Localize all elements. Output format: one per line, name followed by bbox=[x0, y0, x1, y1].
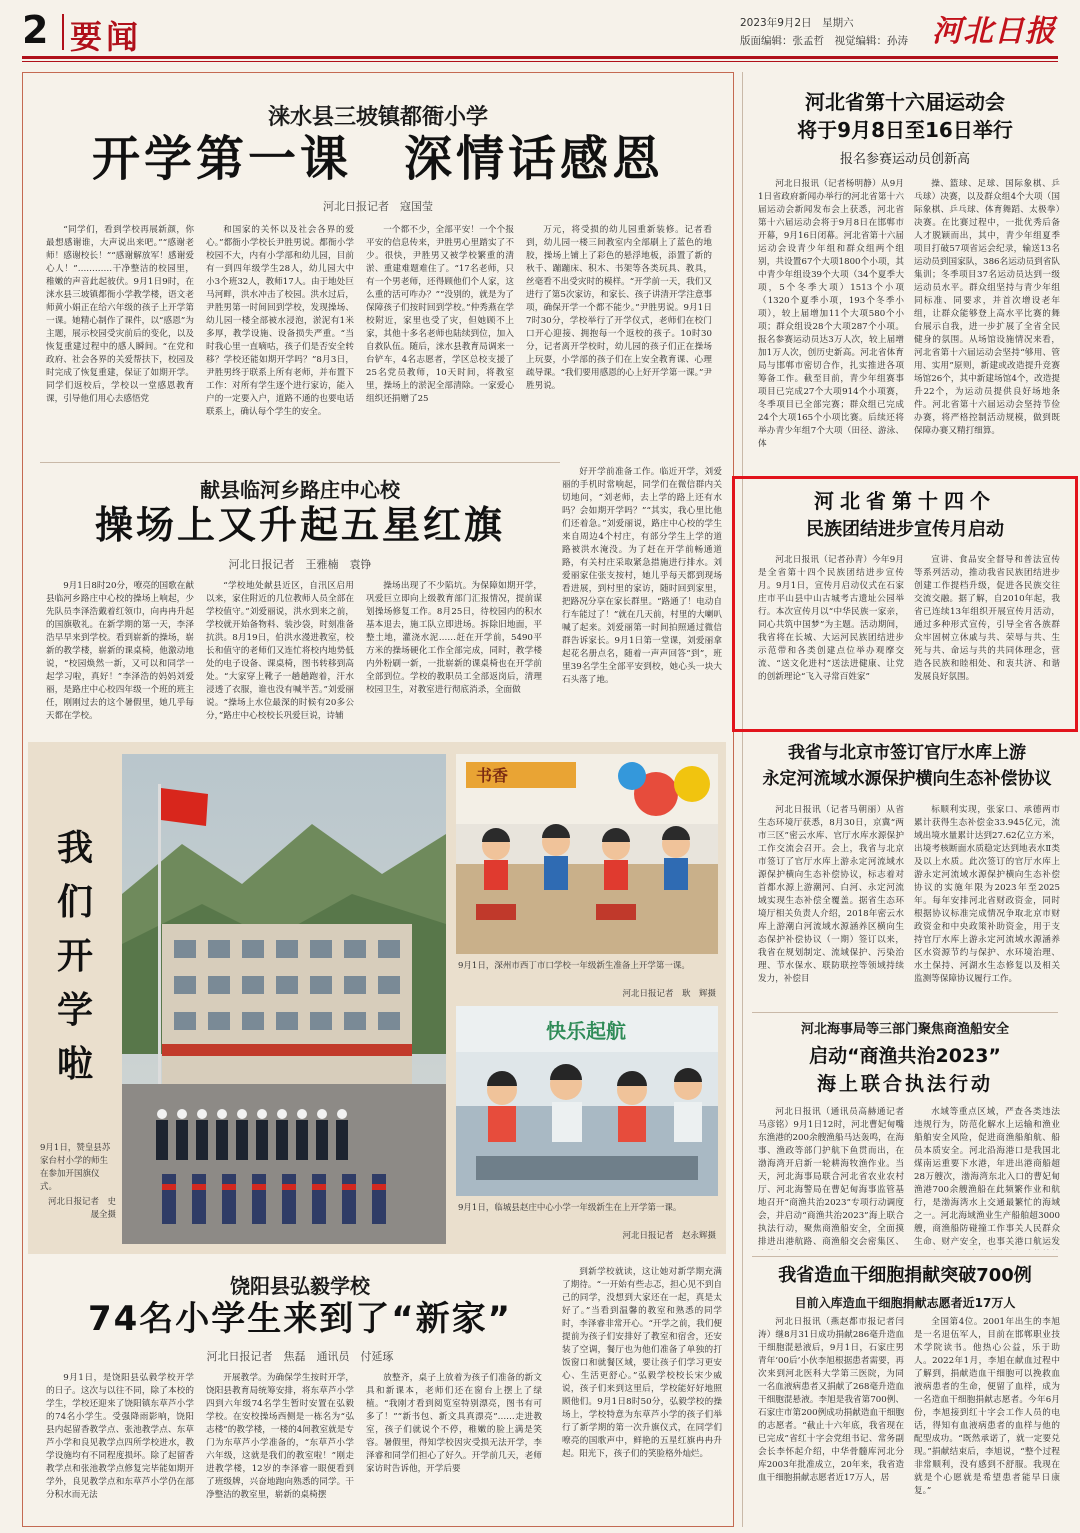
right3-headline-line2: 永定河流域水源保护横向生态补偿协议 bbox=[762, 769, 1052, 789]
classroom-illustration-2 bbox=[456, 1006, 718, 1196]
right-divider bbox=[752, 1012, 1058, 1013]
right3-col-2: 标顺利实现，张家口、承德两市累计获得生态补偿金33.945亿元，流域出境水量累计达到27.62亿立方米，出境考核断面水质稳定达到地表水Ⅱ类及以上水质。此次签订的官厅水库上游永定河流域水源保护横向生态补偿协议的实施年限为2023年至2025年。每年安排河北省财政资金，同时根据协议标准完成情况争取北京市财政资金和中央政策补助资金，用于支持官厅水库上游永定河流域水源涵养区水资源节约与保护、水环境治理、水土保持、河湖水生态修复以及相关监测等保障协议履行工作。 bbox=[914, 805, 1060, 984]
editors-line: 版面编辑：张孟哲 视觉编辑：孙涛 bbox=[740, 35, 908, 47]
article2-kicker: 献县临河乡路庄中心校 bbox=[200, 478, 400, 502]
right5-subhead: 目前入库造血干细胞捐献志愿者近17万人 bbox=[794, 1296, 1016, 1310]
photo2-credit: 河北日报记者 耿 辉摄 bbox=[622, 989, 716, 999]
article1-kicker: 涞水县三坡镇都衙小学 bbox=[267, 105, 488, 130]
article3-headline: 74名小学生来到了“新家” bbox=[87, 1299, 512, 1339]
right5-col-2: 全国第4位。2001年出生的李旭是一名退伍军人，目前在邯郸职业技术学院读书。他热心公益，乐于助人。2022年1月，李旭在献血过程中了解到，捐献造血干细胞可以挽救血液病患者的生命，便留了血样，成为一名造血干细胞捐献志愿者。今年6月份，李旭接到红十字会工作人员的电话，得知有血液病患者的血样与他的配型成功。“既然承诺了，就一定要兑现。”捐献结束后，李旭说，“整个过程非常顺利，没有感到不舒服。我现在就是个心愿就是希望患者能早日康复。” bbox=[914, 1317, 1060, 1496]
photo-flag-raising bbox=[122, 754, 446, 1244]
photo-classroom-2 bbox=[456, 1006, 718, 1196]
article1-col-1: “同学们，看到学校再展新颜，你最想感谢谁，大声说出来吧。”“感谢老师！感谢校长！”“感谢解放军！感谢爱心人！”…………干净整洁的校园里，稚嫩的声音此起彼伏。9月1日9时，在涞水县三坡镇都衙小学教学楼，语文老师黄小娟正在给六年级的孩子上开学第一课。她精心制作了课件，以“感恩”为主题，展示校园受灾前后的变化，以及恢复重建过程中的感人瞬间。“在党和政府、社会各界的关爱帮扶下，校园及时完成了恢复重建，保证了如期开学。同学们返校后，学校以一堂感恩教育课，引导他们用心去感悟党 bbox=[46, 225, 194, 404]
article1-col-3: 一个都不少，全部平安！一个个报平安的信息传来，尹胜男心里踏实了不少。很快，尹胜男又被学校繁重的清淤、重建难题难住了。“17名老师，只有一个男老师，还得顾他们个人家，这么重的活可咋办？”“没别的，就是为了保障孩子们按时回到学校。”仲秀燕在学校附近，家里也受了灾，但她顾不上家，其他十多名老师也陆续到位，加入自救队伍。随后，涞水县教育局调来一台铲车，4名志愿者，学区总校支援了25名党员教师，10天时间，将教室里，操场上的淤泥全部清除。一家爱心组织还捐赠了25 bbox=[366, 225, 514, 404]
right4-col-1: 河北日报讯（通讯员高赫通记者马彦铭）9月1日12时，河北曹妃甸嘴东渔港的200余艘渔船马达轰鸣，在海事、渔政等部门护航下鱼贯而出，在渤海湾开启新一轮耕海牧渔作业。当天，河北海事局联合河北省农业农村厅、河北海警局在曹妃甸海事监管基地召开“商渔共治2023”专项行动调度会，并启动“商渔共治2023”海上联合执法行动，聚焦商渔船安全，全面摸排进出港航路、商渔船交会密集区、 bbox=[758, 1107, 904, 1247]
header-info bbox=[740, 14, 920, 50]
right1-subhead: 报名参赛运动员创新高 bbox=[839, 152, 970, 167]
article3-kicker: 饶阳县弘毅学校 bbox=[230, 1274, 370, 1298]
article2-col-4: 好开学前准备工作。临近开学，刘爱丽的手机时常响起，同学们在微信群内关切地问，“刘老师，去上学的路上还有水吗？会如期开学吗？”“其实，我心里比他们还着急。”刘爱丽说，路庄中心校的学生来自周边4个村庄，有部分学生上学的道路被洪水淹没。为了赶在开学前畅通道路，有关村庄采取紧急措施进行排水。刘爱丽家住张支按村，她儿乎每天都到现场看进展，到村里的家访，随时回到家里，把路况分享在家长群里。“路通了！电动自行车能过了！”就在几天前，村里的大喇叭喊了起来。刘爱丽第一时间拍照通过微信群告诉家长。9月1日第一堂课，刘爱丽拿起花名册点名，随着一声声回答“到”，班里39名学生全部平安到校，她心头一块大石头落了地。 bbox=[562, 467, 722, 685]
right4-kicker: 河北海事局等三部门聚焦商渔船安全 bbox=[800, 1022, 1009, 1037]
flag-raising-illustration bbox=[122, 754, 446, 1244]
article2-byline: 河北日报记者 王雅楠 袁铮 bbox=[228, 558, 372, 571]
vertical-char: 啦 bbox=[56, 1044, 93, 1085]
sign-text: 书香 bbox=[476, 766, 509, 785]
article1-headline: 开学第一课 深情话感恩 bbox=[91, 131, 664, 187]
right2-col-2: 宣讲、食品安全督导和普法宣传等系列活动，推动我省民族团结进步创建工作提档升级，促进各民族交往交流交融。据了解，自2010年起，我省已连续13年组织开展宣传月活动，通过多种形式宣传，引导全省各族群众牢固树立休戚与共、荣辱与共、生死与共、命运与共的共同体理念，营造各民族和睦相处、和衷共济、和谐发展良好氛围。 bbox=[914, 555, 1060, 682]
article3-col-3: 放整齐，桌子上放着为孩子们准备的新文具和新课本，老师们还在窗台上摆上了绿植。“我刚才看到阅览室特别漂亮，图书有可多了！”“新书包、新文具真漂亮”……走进教室，孩子们就说个不停，稚嫩的脸上满是笑容。暑假里，得知学校因灾受损无法开学，李泽睿和同学们担心了好久。开学前几天，老师家访时告诉他，开学后要 bbox=[366, 1373, 542, 1474]
header-rule-thin bbox=[22, 61, 1058, 62]
right1-headline-line1: 河北省第十六届运动会 bbox=[805, 90, 1005, 114]
right1-col-2: 操、篮球、足球、国际象棋、乒乓球）决赛，以及群众组4个大项（国际象棋、乒乓球、体育舞蹈、太极拳）决赛。在比赛过程中，一批优秀后备人才脱颖而出，其中，青少年组夏季项目打破57项省运会纪录，输送13名运动员到国家队，386名运动员到省队集训；冬季项目37名运动员达到一级运动员水平。群众组坚持与青少年组同标准、同要求，并首次增设老年组，让群众能够登上高水平比赛的舞台展示自我，进一步扩展了全省全民健身的氛围。从场馆设施情况来看，河北省第十六届运动会坚持“够用、管用、实用”原则，新建或改造提升竞赛场馆26个，其中新建场馆4个，改造提升22个，为运动员提供良好场地条件。河北省第十六届运动会坚持节俭办赛，将严格控制活动规模，做到既保障办赛又精打细算。 bbox=[914, 179, 1060, 436]
article2-col-1: 9月1日8时20分，嘹亮的国歌在献县临河乡路庄中心校的操场上响起，少先队员李泽浩戴着红领巾，向冉冉升起的国旗敬礼。在新学期的第一天，李泽浩早早来到学校。看到崭新的操场，崭新的教学楼，崭新的课桌椅，他激动地说，“校园焕然一新，又可以和同学一起学习啦，真好！”李泽浩的妈妈刘爱丽，是路庄中心校四年级一个班的班主任，刚刚过去的这个暑假里，她几乎每天都在学校。 bbox=[46, 581, 194, 721]
section-title: 要闻 bbox=[70, 18, 143, 56]
issue-date: 2023年9月2日 星期六 bbox=[740, 17, 854, 29]
photo1-credit: 河北日报记者 史晟全摄 bbox=[47, 1197, 116, 1220]
newspaper-logo: 河北日报 bbox=[932, 14, 1056, 49]
right2-col-1: 河北日报讯（记者孙青）今年9月是全省第十四个民族团结进步宣传月。9月1日，宣传月启动仪式在石家庄市平山县中山古城考古遗址公园举行。本次宣传月以“中华民族一家亲，同心共筑中国梦”为主题。活动期间，我省将在长城、大运河民族团结进步示范带和各类创建点位举办观摩交流、“送文化进村”送法进健康、让党的创新理论“飞入寻常百姓家” bbox=[758, 555, 904, 682]
column-divider bbox=[742, 72, 743, 1527]
photo2-caption: 9月1日，深州市西丁市口学校一年级新生准备上开学第一课。 bbox=[458, 961, 690, 971]
article2-col-2: “学校地处献县近区，自汛区启用以来，家住附近的几位教师人员全部在学校值守。”刘爱丽说，洪水到来之前，学校就开始备物料、装沙袋，时刻准备抗洪。8月19日，伯洪水漫进教室，校长和值守的老师们又连忙将校内地势低处的电子设备、课桌椅，图书转移到高处。“大家穿上靴子一趟趟跑着，汗水浸透了衣服，谁也没有喊半苦。”刘爱丽说。“操场上水位最深的时候有20多公分，”路庄中心校校长巩爱巨说，诗辅 bbox=[206, 581, 354, 721]
article1-col-4: 万元，将受损的幼儿园重新装修。记者看到，幼儿园一楼三间教室内全部刷上了蓝色的地胶，操场上铺上了彩色的悬浮地板，添置了新的秋千、蹦蹦床、积木、书架等各类玩具、教具，丝毫看不出受灾时的模样。“开学前一天，我们又进行了第5次家访，和家长、孩子讲清开学注意事项，确保开学一个都不能少。”尹胜男说。9月1日7时30分，学校举行了开学仪式，老师们在校门口开心迎接、拥抱每一个返校的孩子。10时30分，记者离开学校时，幼儿园的孩子们正在操场上玩耍，小学部的孩子们在上安全教育课、心理疏导课。“我们要用感恩的心上好开学第一课。”尹胜男说。 bbox=[526, 225, 712, 391]
photo3-caption: 9月1日，临城县赵庄中心小学一年级新生在上开学第一课。 bbox=[458, 1203, 682, 1213]
right5-col-1: 河北日报讯（燕赵都市报记者闫涛）继8月31日成功捐献286毫升造血干细胞混悬液后，9月1日，石家庄男青年‘00后’小伙李旭根据患者需要，再次来到河北医科大学第三医院，为同一名血液病患者又捐献了268毫升造血干细胞混悬液。李旭是我省第700例、石家庄市第200例成功捐献造血干细胞的志愿者。“截止十六年底，我省现在已完成”省红十字会党组书记、常务副会长李怀起介绍，中华骨髓库河北分库2003年批准成立，20年来，我省造血干细胞捐献志愿者近17万人，居 bbox=[758, 1317, 904, 1483]
vertical-char: 学 bbox=[56, 990, 93, 1031]
article2-col-3: 操场出现了不少陷坑。为保障如期开学，巩爱巨立即向上级教育部门汇报情况，提前谋划操场修复工作。8月25日，待校园内的积水基本退去，施工队立即进场。拆除旧地面，平整土地，灌浇水泥……赶在开学前，5490平方米的操场硬化工作全部完成，同时，教学楼内外粉刷一新，一批崭新的课桌椅也在开学前全部到位。学校的教职员工全部返岗后，清理校园卫生，对教室进行彻底消杀，全面做 bbox=[366, 581, 542, 695]
photo-classroom-1 bbox=[456, 754, 718, 954]
header-rule bbox=[22, 56, 1058, 59]
header-divider bbox=[62, 14, 64, 50]
article3-col-1: 9月1日，是饶阳县弘毅学校开学的日子。这次与以往不同，除了本校的学生，学校还迎来了饶阳镇东草芦小学的74名小学生。受强降雨影响，饶阳县内起留香教学点、张池教学点、东草芦小学和良见教学点四所学校进水，教学设施均有不同程度损坏。除了起留香教学点和张池教学点修复完毕能如期开学外，良见教学点和东草芦小学仍在部分积水而无法 bbox=[46, 1373, 194, 1500]
article2-headline: 操场上又升起五星红旗 bbox=[94, 503, 505, 547]
vertical-char: 开 bbox=[56, 936, 93, 977]
photo3-credit: 河北日报记者 赵永辉摄 bbox=[622, 1231, 716, 1241]
page-number: 2 bbox=[22, 8, 49, 52]
vertical-char: 们 bbox=[56, 882, 93, 923]
photo1-caption: 9月1日，赞皇县苏家台村小学的师生在参加开国旗仪式。 bbox=[40, 1143, 111, 1192]
article3-col-2: 开展教学。为确保学生按时开学，饶阳县教育局统筹安排，将东草芦小学四到六年级74名学生暂时安置在弘毅学校。在安校操场西侧是一栋名为“弘志楼”的教学楼，一楼的4间教室就是专门为东草芦小学准备的，“东草芦小学六年级，这就是我们的教室啦！”刚走进教学楼，12岁的李泽睿一眼便看到了班级牌，兴奋地跑向熟悉的同学。干净整洁的教室里，崭新的桌椅摆 bbox=[206, 1373, 354, 1500]
right4-headline-line1: 启动“商渔共治2023” bbox=[809, 1045, 1001, 1067]
right-divider bbox=[752, 1256, 1058, 1257]
article1-col-2: 和国家的关怀以及社会各界的爱心。”都衙小学校长尹胜男说。都衙小学校园不大，内有小学部和幼儿园，目前有一到四年级学生28人，幼儿园大中小3个班32人，教师17人。由于地处巨马河畔，洪水冲击了校园。洪水过后，尹胜男第一时间回到学校，发现操场、幼儿园一楼全部被水浸泡，淤泥有1米多厚，教学设施、设备损失严重。“当时我心里一直嘀咕，孩子们是否安全转移？学校还能如期开学吗？”8月3日，尹胜男终于联系上所有老师，并布置下工作：对所有学生逐个进行家访，能入户的一定要入户，道路不通的也要电话联系上，确认每个学生的安全。 bbox=[206, 225, 354, 417]
sign-text: 快乐起航 bbox=[546, 1019, 626, 1043]
classroom-illustration-1 bbox=[456, 754, 718, 954]
right1-col-1: 河北日报讯（记者杨明静）从9月1日省政府新闻办举行的河北省第十六届运动会新闻发布会上获悉，河北省第十六届运动会将于9月8日在邯郸市开幕，9月16日闭幕。河北省第十六届运动会设青少年组和群众组两个组别，共设置67个大项1800个小项，其中青少年组设39个大项（34个夏季大项，5个冬季大项）1513个小项（1320个夏季小项，193个冬季小项），较上届增加11个大项580个小项；群众组设28个大项287个小项。报名参赛运动员达3万人次，较上届增加1万人次，创历史新高。河北省体育局与邯郸市密切合作，扎实推进各项筹备工作。截至目前，青少年组赛事项目已完成27个大项914个小项赛，冬季项目已全部完赛；群众组已完成24个大项165个小项比赛。后续还将举办青少年组7个大项（田径、游泳、体 bbox=[758, 179, 904, 449]
article3-col-4: 到新学校就读，这让她对新学期充满了期待。“一开始有些忐忑，担心见不到自己的同学，没想到大家还在一起，真是太好了。”当看到温馨的教室和熟悉的同学时，李泽睿非常开心。“开学之前，我们便提前为孩子们安排好了教室和宿舍，还安装了空调，餐厅也为他们准备了单独的打饭窗口和就餐区域，要让孩子们学习更安心、生活更舒心。”弘毅学校校长宋少威说，孩子们来到这里后，学校能好好地照顾他们。9月1日8时50分，弘毅学校的操场上，学校特意为东草芦小学的孩子们举行了新学期的第一次升旗仪式，在同学们嘹亮的国歌声中，鲜艳的五星红旗冉冉升起。阳光下，孩子们的笑脸格外灿烂。 bbox=[562, 1267, 722, 1459]
right4-headline-line2: 海上联合执法行动 bbox=[816, 1073, 993, 1095]
right2-headline-line2: 民族团结进步宣传月启动 bbox=[806, 519, 1004, 540]
vertical-char: 我 bbox=[56, 828, 93, 869]
right5-headline: 我省造血干细胞捐献突破700例 bbox=[778, 1265, 1032, 1286]
article1-byline: 河北日报记者 寇国莹 bbox=[323, 200, 433, 213]
article-divider bbox=[40, 462, 560, 463]
right2-headline-line1: 河北省第十四个 bbox=[814, 489, 996, 513]
right3-col-1: 河北日报讯（记者马朝丽）从省生态环境厅获悉，8月30日，京冀“两市三区”密云水库、官厅水库水源保护工作交流会召开。会上，我省与北京市签订了官厅水库上游永定河流域水源保护横向生态补偿协议，标志着对首都水源上游潮河、白河、永定河流域实现生态补偿全覆盖。据省生态环境厅相关负责人介绍，2018年密云水库上游潮白河流域水源涵养区横向生态保护补偿协议（一期）签订以来，我省在规划制定、流域保护、污染治理、节水保水、联防联控等领域持续发力，补偿目 bbox=[758, 805, 904, 984]
right1-headline-line2: 将于9月8日至16日举行 bbox=[797, 118, 1013, 142]
vertical-feature-title bbox=[50, 822, 100, 1092]
article3-byline: 河北日报记者 焦磊 通讯员 付延琢 bbox=[206, 1350, 394, 1363]
right4-col-2: 水域等重点区域，严查各类违法违规行为，防范化解水上运输和渔业船舶安全风险，促进商渔船舶航、船员本质安全。河北沿海港口是我国北煤南运重要下水港，年进出港商船超28万艘次，渤海湾东北入口的曹妃甸渔港700余艘渔船在此频繁作业和航行，是渤海湾水上交通最繁忙的海域之一。河北海域渔业生产船舶超3000艘，商渔船防碰撞工作事关人民群众生命、财产安全，也事关港口航运发 bbox=[914, 1107, 1060, 1247]
right3-headline-line1: 我省与北京市签订官厅水库上游 bbox=[788, 743, 1026, 763]
